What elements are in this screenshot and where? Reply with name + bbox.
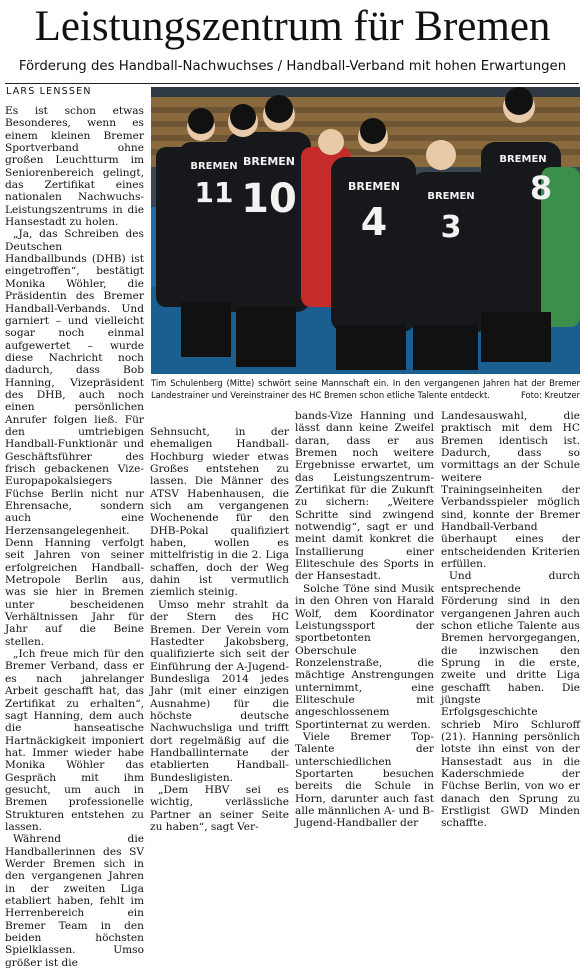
jersey-number: 3: [440, 210, 462, 245]
paragraph: bands-Vize Hanning und lässt dann keine Zweifel daran, dass er aus Bremen noch weitere Ergebnisse erwartet, um das Leistungszentrum-Zertifikat für die Zukunft zu sichern: „Weitere Schritte sind zwingend notwendig“, sagt er und meint damit konkret die Installierung einer Eliteschule des Sports in der Hansestadt.: [295, 410, 434, 583]
article-column-3: [295, 410, 434, 830]
article-column-4: [441, 410, 580, 830]
paragraph: Es ist schon etwas Besonderes, wenn es einem kleinen Bremer Sportverband ohne großen Leuchtturm im Seniorenbereich gelingt, das Zertifikat eines nationalen Nachwuchs-Leistungszentrums in die Hansestadt zu holen.: [5, 105, 144, 229]
paragraph: Sehnsucht, in der ehemaligen Handball-Hochburg wieder etwas Großes entstehen zu lassen. Die Männer des ATSV Habenhausen, die sich am vergangenen Wochenende für den DHB-Pokal qualifiziert haben, wollen es mittelfristig in die 2. Liga schaffen, doch der Weg dahin ist vermutlich ziemlich steinig.: [150, 426, 289, 599]
jersey-number: 4: [360, 200, 388, 244]
paragraph: „Ich freue mich für den Bremer Verband, dass er es nach jahrelanger Arbeit geschafft hat, das Zertifikat zu erhalten“, sagt Hanning, dem auch die hanseatische Hartnäckigkeit imponiert hat. Immer wieder habe Monika Wöhler das Gespräch mit ihm gesucht, um auch in Bremen professionelle Strukturen entstehen zu lassen.: [5, 648, 144, 833]
jersey-label: BREMEN: [499, 154, 547, 165]
paragraph: „Ja, das Schreiben des Deutschen Handballbunds (DHB) ist eingetroffen“, bestätigt Monika Wöhler, die Präsidentin des Bremer Handball-Verbands. Und garniert – und vielleicht sogar noch einmal aufgewertet – wurde diese Nachricht noch dadurch, dass Bob Hanning, Vizepräsident des DHB, auch noch einen persönlichen Anrufer folgen ließ. Für den umtriebigen Handball-Funktionär und Geschäftsführer des frisch gebackenen Vize-Europapokalsiegers Füchse Berlin nicht nur Ehrensache, sondern auch eine Herzensangelegenheit. Denn Hanning verfolgt seit Jahren von seiner erfolgreichen Handball-Metropole Berlin aus, was sie hier in Bremen unter bescheidenen Verhältnissen Jahr für Jahr auf die Beine stellen.: [5, 228, 144, 648]
caption-text: Tim Schulenberg (Mitte) schwört seine Mannschaft ein. In den vergangenen Jahren hat der Bremer Landestrainer und Vereinstrainer des HC Bremen schon etliche Talente entdeckt.: [151, 378, 580, 400]
photo-caption: [151, 378, 580, 401]
paragraph: Umso mehr strahlt da der Stern des HC Bremen. Der Verein vom Hastedter Jakobsberg, qualifizierte sich seit der Einführung der A-Jugend-Bundesliga 2014 jedes Jahr (mit einer einzigen Ausnahme) für die höchste deutsche Nachwuchsliga und trifft dort regelmäßig auf die Handballinternate der etablierten Handball-Bundesligisten.: [150, 598, 289, 784]
jersey-number: 8: [529, 169, 553, 207]
paragraph: Während die Handballerinnen des SV Werder Bremen sich in den vergangenen Jahren in der zweiten Liga etabliert haben, fehlt im Herrenbereich ein Bremer Team in den beiden höchsten Spielklassen. Umso größer ist die: [5, 833, 144, 969]
subheadline: Förderung des Handball-Nachwuchses / Handball-Verband mit hohen Erwartungen: [18, 59, 567, 74]
jersey-number: 11: [194, 176, 234, 209]
jersey-label: BREMEN: [427, 191, 475, 202]
paragraph: Landesauswahl, die praktisch mit dem HC Bremen identisch ist. Dadurch, dass so vormittags an der Schule weitere Trainingseinheiten der Verbandsspieler möglich sind, konnte der Bremer Handball-Verband überhaupt eines der entscheidenden Kriterien erfüllen.: [441, 410, 580, 571]
jersey-number: 10: [241, 176, 297, 222]
header-rule: [5, 83, 579, 84]
paragraph: Solche Töne sind Musik in den Ohren von Harald Wolf, dem Koordinator Leistungssport der sportbetonten Oberschule Ronzelenstraße, die mächtige Anstrengungen unternimmt, eine Eliteschule mit angeschlossenem Sportinternat zu werden.: [295, 582, 434, 731]
jersey-label: BREMEN: [242, 155, 296, 168]
team-photo: [151, 87, 580, 374]
paragraph: Und durch entsprechende Förderung sind in den vergangenen Jahren auch schon etliche Talente aus Bremen hervorgegangen, die inzwischen den Sprung in die erste, zweite und dritte Liga geschafft haben. Die jüngste Erfolgsgeschichte schrieb Miro Schluroff (21). Hanning persönlich lotste ihn einst von der Hansestadt aus in die Kaderschmiede der Füchse Berlin, von wo er danach den Sprung zu Erstligist GWD Minden schaffte.: [441, 570, 580, 830]
team-photo-graphic: [151, 87, 580, 374]
headline: Leistungszentrum für Bremen: [34, 3, 551, 50]
author-byline: LARS LENSSEN: [6, 86, 92, 97]
article-column-2: [150, 426, 289, 833]
article-column-1: [5, 105, 144, 969]
paragraph: Viele Bremer Top-Talente der unterschiedlichen Sportarten besuchen bereits die Schule in Horn, darunter auch fast alle männlichen A- und B-Jugend-Handballer der: [295, 730, 434, 830]
paragraph: „Dem HBV sei es wichtig, verlässliche Partner an seiner Seite zu haben“, sagt Ver-: [150, 783, 289, 833]
jersey-label: BREMEN: [347, 180, 401, 193]
jersey-label: BREMEN: [190, 161, 238, 172]
photo-credit: Foto: Kreutzer: [520, 389, 580, 400]
